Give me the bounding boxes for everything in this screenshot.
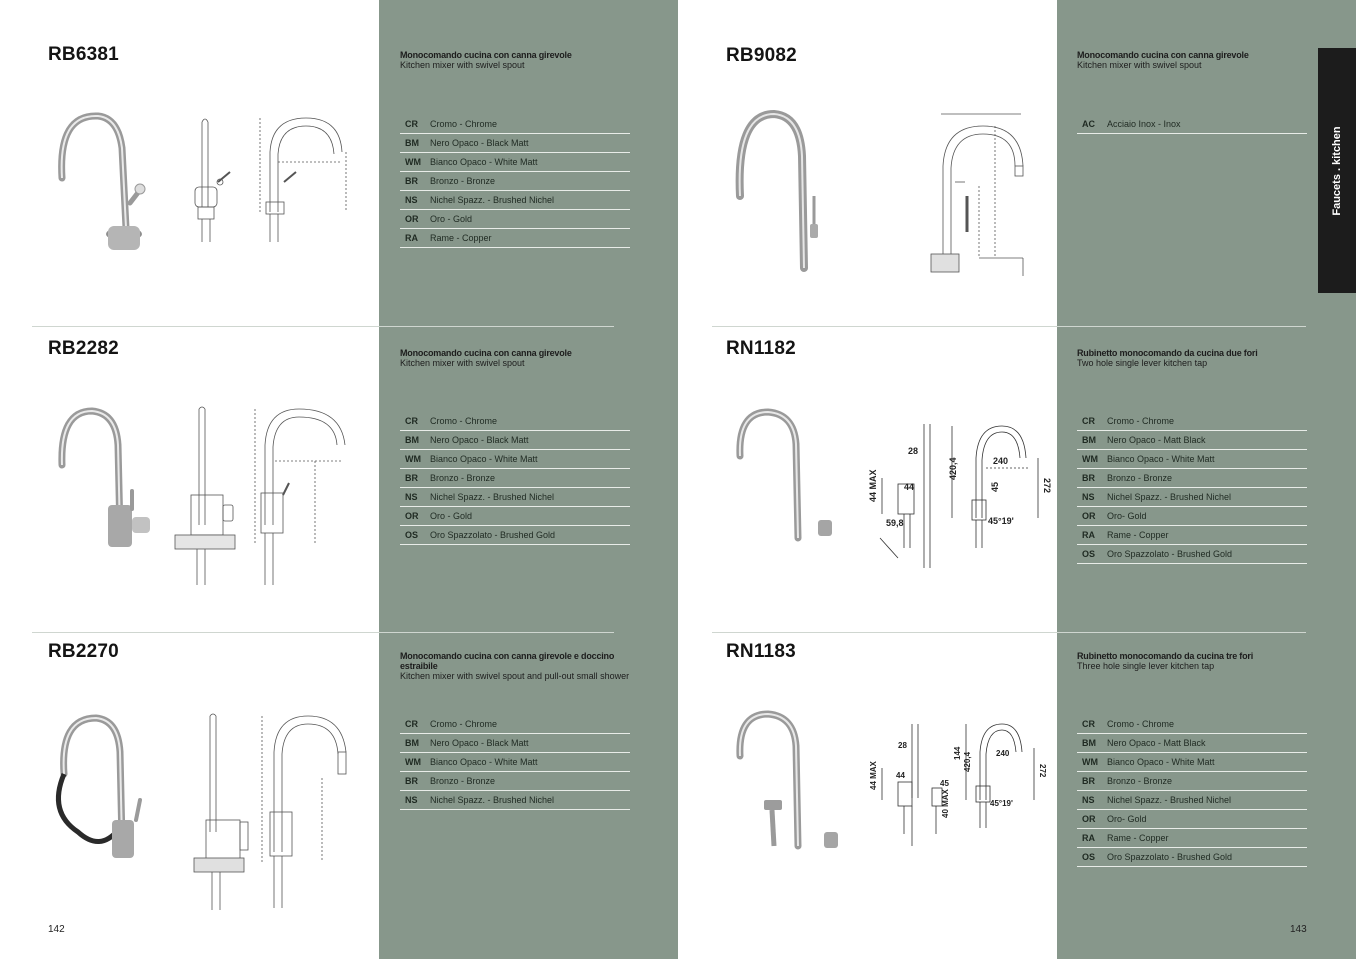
finish-name: Cromo - Chrome: [430, 119, 498, 129]
finish-code: BR: [405, 176, 418, 186]
section-tab-label: Faucets . kitchen: [1331, 125, 1343, 216]
finish-code: CR: [405, 416, 418, 426]
faucet-photo: [726, 106, 836, 276]
dim-label: 44: [904, 482, 915, 492]
finish-row: [400, 791, 630, 810]
dim-label: 45: [990, 481, 1000, 492]
finish-row: [1077, 450, 1307, 469]
description-italian: Rubinetto monocomando da cucina due fori: [1077, 348, 1258, 358]
finish-name: Bronzo - Bronze: [430, 473, 496, 483]
description-italian: Monocomando cucina con canna girevole: [1077, 50, 1249, 60]
finish-name: Nichel Spazz. - Brushed Nichel: [430, 195, 555, 205]
dim-label: 44 MAX: [868, 469, 878, 502]
finish-name: Nichel Spazz. - Brushed Nichel: [430, 492, 555, 502]
product-description: [400, 50, 650, 70]
finish-row: [400, 450, 630, 469]
finish-row: [400, 153, 630, 172]
finish-code: OR: [1082, 814, 1096, 824]
finish-code: WM: [1082, 757, 1098, 767]
finish-code: CR: [1082, 719, 1095, 729]
finish-name: Nichel Spazz. - Brushed Nichel: [430, 795, 555, 805]
finish-table: [400, 715, 630, 810]
technical-drawing: [868, 718, 1048, 863]
product-code: RB2270: [48, 641, 119, 662]
finish-row: [400, 526, 630, 545]
finish-code: NS: [405, 492, 418, 502]
product-code: RB2282: [48, 338, 119, 359]
description-english: Kitchen mixer with swivel spout and pull-out small shower: [400, 671, 630, 681]
finish-code: NS: [1082, 492, 1095, 502]
dim-label: 45°19': [988, 516, 1014, 526]
finish-table: [1077, 412, 1307, 564]
finish-row: [400, 172, 630, 191]
dim-label: 44 MAX: [869, 761, 878, 790]
finish-code: WM: [405, 757, 421, 767]
finish-name: Oro- Gold: [1107, 511, 1147, 521]
finish-name: Nero Opaco - Black Matt: [430, 738, 529, 748]
finish-row: [1077, 734, 1307, 753]
product-code: RN1182: [726, 338, 796, 359]
product-code: RB6381: [48, 44, 119, 65]
finish-code: OS: [405, 530, 419, 540]
finish-code: OR: [1082, 511, 1096, 521]
finish-row: [1077, 431, 1307, 450]
finish-name: Rame - Copper: [430, 233, 492, 243]
separator: [32, 326, 614, 327]
finish-name: Oro - Gold: [430, 511, 473, 521]
finish-code: BM: [1082, 435, 1096, 445]
finish-name: Bianco Opaco - White Matt: [430, 454, 538, 464]
description-english: Two hole single lever kitchen tap: [1077, 358, 1208, 368]
finish-code: BM: [405, 138, 419, 148]
technical-drawing: [190, 712, 365, 912]
finish-code: BM: [405, 435, 419, 445]
description-english: Kitchen mixer with swivel spout: [400, 60, 525, 70]
faucet-photo: [730, 408, 840, 548]
finish-code: WM: [405, 157, 421, 167]
finish-code: OR: [405, 511, 419, 521]
technical-drawing: [868, 418, 1052, 593]
description-english: Kitchen mixer with swivel spout: [1077, 60, 1202, 70]
finish-code: BM: [1082, 738, 1096, 748]
finish-code: RA: [405, 233, 418, 243]
finish-name: Oro Spazzolato - Brushed Gold: [1107, 549, 1233, 559]
section-tab: [1318, 48, 1356, 293]
finish-name: Oro - Gold: [430, 214, 473, 224]
finish-code: NS: [405, 795, 418, 805]
finish-name: Rame - Copper: [1107, 530, 1169, 540]
finish-name: Nichel Spazz. - Brushed Nichel: [1107, 492, 1232, 502]
finish-name: Cromo - Chrome: [430, 416, 498, 426]
finish-name: Oro Spazzolato - Brushed Gold: [1107, 852, 1233, 862]
finish-name: Bianco Opaco - White Matt: [1107, 757, 1215, 767]
finish-row: [1077, 115, 1307, 134]
finish-name: Cromo - Chrome: [1107, 416, 1175, 426]
finish-name: Bianco Opaco - White Matt: [430, 157, 538, 167]
description-italian: Monocomando cucina con canna girevole: [400, 50, 572, 60]
dim-label: 420,4: [948, 457, 958, 480]
finish-code: BM: [405, 738, 419, 748]
finish-name: Bianco Opaco - White Matt: [430, 757, 538, 767]
dim-label: 59,8: [886, 518, 904, 528]
finish-code: OS: [1082, 549, 1096, 559]
dim-label: 45°19': [990, 799, 1013, 808]
dim-label: 240: [993, 456, 1009, 466]
finish-row: [1077, 829, 1307, 848]
product-description: [1077, 348, 1327, 368]
finish-code: BR: [1082, 473, 1095, 483]
separator: [32, 632, 614, 633]
finish-name: Nero Opaco - Matt Black: [1107, 738, 1206, 748]
finish-row: [400, 734, 630, 753]
dim-label: 45: [940, 779, 949, 788]
finish-name: Bronzo - Bronze: [430, 176, 496, 186]
finish-row: [400, 412, 630, 431]
finish-row: [1077, 715, 1307, 734]
finish-row: [400, 772, 630, 791]
finish-name: Nero Opaco - Black Matt: [430, 138, 529, 148]
finish-row: [1077, 545, 1307, 564]
page-number-right: 143: [1290, 924, 1307, 935]
product-code: RN1183: [726, 641, 796, 662]
description-english: Kitchen mixer with swivel spout: [400, 358, 525, 368]
finish-row: [400, 115, 630, 134]
faucet-photo: [48, 405, 153, 555]
dim-label: 272: [1038, 764, 1047, 778]
finish-row: [1077, 810, 1307, 829]
finish-code: BR: [405, 473, 418, 483]
finish-name: Cromo - Chrome: [430, 719, 498, 729]
finish-row: [400, 134, 630, 153]
finish-row: [1077, 469, 1307, 488]
description-italian: Monocomando cucina con canna girevole e doccino estraibile: [400, 651, 615, 671]
finish-code: WM: [405, 454, 421, 464]
finish-row: [400, 191, 630, 210]
separator: [712, 326, 1306, 327]
product-description: [400, 651, 650, 681]
finish-name: Acciaio Inox - Inox: [1107, 119, 1181, 129]
finish-name: Nero Opaco - Matt Black: [1107, 435, 1206, 445]
finish-row: [400, 210, 630, 229]
finish-name: Rame - Copper: [1107, 833, 1169, 843]
finish-row: [1077, 488, 1307, 507]
technical-drawing: [165, 405, 355, 595]
description-italian: Monocomando cucina con canna girevole: [400, 348, 572, 358]
description-english: Three hole single lever kitchen tap: [1077, 661, 1215, 671]
product-description: [400, 348, 650, 368]
finish-code: BR: [405, 776, 418, 786]
dim-label: 40 MAX: [941, 789, 950, 818]
dim-label: 420,4: [963, 751, 972, 772]
finish-row: [1077, 507, 1307, 526]
finish-table: [1077, 115, 1307, 134]
finish-row: [1077, 526, 1307, 545]
finish-code: OS: [1082, 852, 1096, 862]
product-description: [1077, 651, 1327, 671]
finish-code: CR: [405, 119, 418, 129]
finish-code: CR: [405, 719, 418, 729]
finish-code: OR: [405, 214, 419, 224]
separator: [712, 632, 1306, 633]
finish-name: Oro Spazzolato - Brushed Gold: [430, 530, 556, 540]
description-italian: Rubinetto monocomando da cucina tre fori: [1077, 651, 1254, 661]
finish-code: CR: [1082, 416, 1095, 426]
finish-code: NS: [1082, 795, 1095, 805]
finish-row: [1077, 848, 1307, 867]
finish-row: [400, 431, 630, 450]
finish-row: [400, 753, 630, 772]
finish-code: RA: [1082, 530, 1095, 540]
product-description: [1077, 50, 1327, 70]
dim-label: 272: [1042, 478, 1052, 494]
finish-name: Bronzo - Bronze: [1107, 473, 1173, 483]
page-number-left: 142: [48, 924, 65, 935]
dim-label: 28: [898, 741, 907, 750]
finish-code: WM: [1082, 454, 1098, 464]
finish-row: [400, 488, 630, 507]
finish-row: [1077, 753, 1307, 772]
finish-code: AC: [1082, 119, 1095, 129]
finish-row: [1077, 412, 1307, 431]
finish-row: [400, 469, 630, 488]
finish-row: [400, 229, 630, 248]
finish-table: [1077, 715, 1307, 867]
finish-code: BR: [1082, 776, 1095, 786]
finish-name: Bronzo - Bronze: [1107, 776, 1173, 786]
dim-label: 240: [996, 749, 1010, 758]
technical-drawing: [895, 106, 1045, 286]
finish-code: NS: [405, 195, 418, 205]
product-code: RB9082: [726, 45, 797, 66]
dim-label: 28: [908, 446, 919, 456]
finish-row: [400, 507, 630, 526]
finish-name: Cromo - Chrome: [1107, 719, 1175, 729]
dim-label: 44: [896, 771, 905, 780]
finish-row: [400, 715, 630, 734]
technical-drawing: [180, 112, 360, 262]
faucet-photo: [730, 710, 845, 855]
finish-name: Nero Opaco - Black Matt: [430, 435, 529, 445]
finish-code: RA: [1082, 833, 1095, 843]
faucet-photo: [48, 108, 148, 258]
dim-label: 144: [953, 746, 962, 760]
finish-name: Bianco Opaco - White Matt: [1107, 454, 1215, 464]
finish-row: [1077, 772, 1307, 791]
finish-table: [400, 115, 630, 248]
finish-name: Oro- Gold: [1107, 814, 1147, 824]
faucet-photo: [48, 712, 153, 872]
finish-row: [1077, 791, 1307, 810]
finish-name: Nichel Spazz. - Brushed Nichel: [1107, 795, 1232, 805]
finish-table: [400, 412, 630, 545]
finish-name: Bronzo - Bronze: [430, 776, 496, 786]
